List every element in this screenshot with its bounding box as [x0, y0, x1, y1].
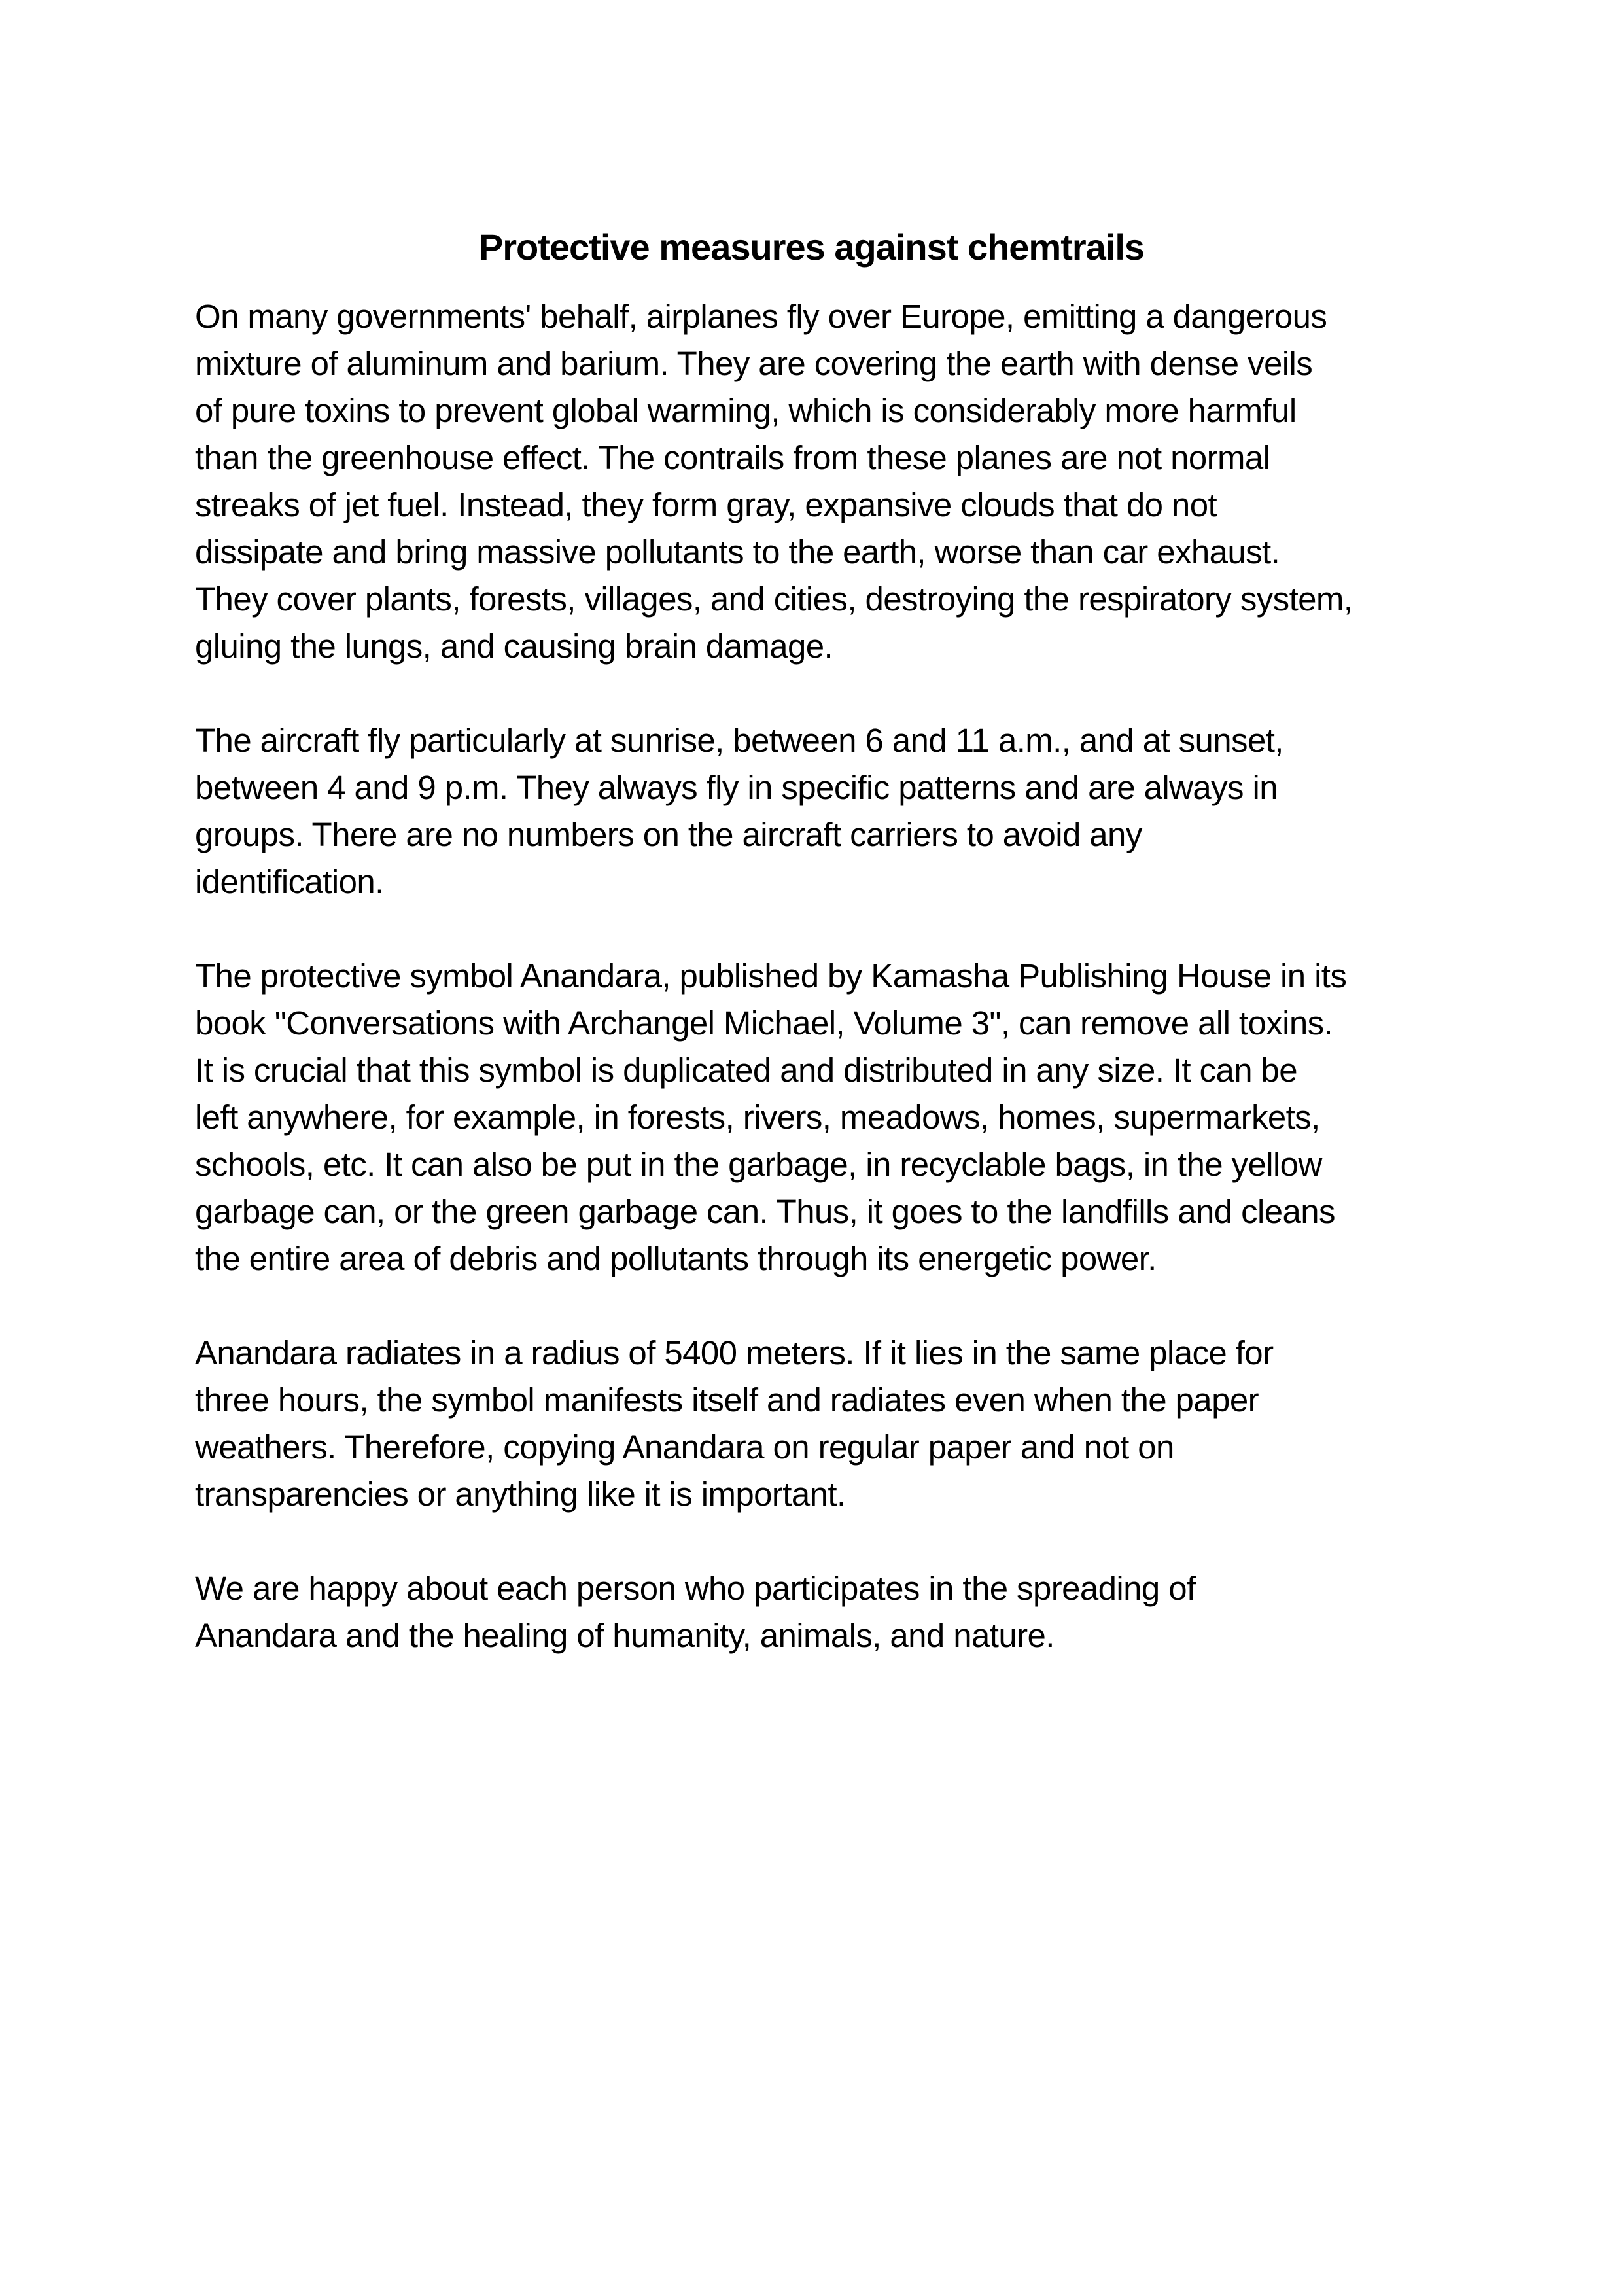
text-line: We are happy about each person who participates in the spreading of [195, 1570, 1196, 1607]
text-line: of pure toxins to prevent global warming, which is considerably more harmful [195, 392, 1297, 429]
paragraph-4 [195, 1330, 1477, 1518]
text-line: It is crucial that this symbol is duplicated and distributed in any size. It can be [195, 1051, 1298, 1089]
text-line: garbage can, or the green garbage can. Thus, it goes to the landfills and cleans [195, 1193, 1335, 1230]
text-line: schools, etc. It can also be put in the garbage, in recyclable bags, in the yellow [195, 1146, 1322, 1183]
document-title: Protective measures against chemtrails [478, 226, 1145, 268]
text-line: streaks of jet fuel. Instead, they form gray, expansive clouds that do not [195, 486, 1217, 523]
text-line: book "Conversations with Archangel Michael, Volume 3", can remove all toxins. [195, 1004, 1333, 1042]
paragraph-1 [195, 293, 1477, 670]
document-body [195, 293, 1477, 1706]
text-line: the entire area of debris and pollutants through its energetic power. [195, 1240, 1157, 1277]
text-line: between 4 and 9 p.m. They always fly in specific patterns and are always in [195, 769, 1278, 806]
text-line: mixture of aluminum and barium. They are covering the earth with dense veils [195, 345, 1313, 382]
text-line: identification. [195, 863, 384, 900]
text-line: The aircraft fly particularly at sunrise, between 6 and 11 a.m., and at sunset, [195, 722, 1283, 759]
text-line: Anandara and the healing of humanity, animals, and nature. [195, 1617, 1055, 1654]
text-line: On many governments' behalf, airplanes fly over Europe, emitting a dangerous [195, 298, 1327, 335]
text-line: groups. There are no numbers on the aircraft carriers to avoid any [195, 816, 1142, 853]
text-line: than the greenhouse effect. The contrails from these planes are not normal [195, 439, 1270, 476]
text-line: transparencies or anything like it is important. [195, 1475, 846, 1513]
text-line: dissipate and bring massive pollutants to the earth, worse than car exhaust. [195, 533, 1280, 571]
text-line: three hours, the symbol manifests itself and radiates even when the paper [195, 1381, 1259, 1419]
paragraph-3 [195, 953, 1477, 1282]
paragraph-2 [195, 717, 1477, 906]
text-line: The protective symbol Anandara, published by Kamasha Publishing House in its [195, 957, 1347, 995]
text-line: They cover plants, forests, villages, and cities, destroying the respiratory system, [195, 580, 1353, 618]
paragraph-5 [195, 1565, 1477, 1659]
text-line: Anandara radiates in a radius of 5400 meters. If it lies in the same place for [195, 1334, 1274, 1371]
text-line: weathers. Therefore, copying Anandara on regular paper and not on [195, 1428, 1174, 1466]
text-line: left anywhere, for example, in forests, rivers, meadows, homes, supermarkets, [195, 1099, 1320, 1136]
text-line: gluing the lungs, and causing brain damage. [195, 627, 833, 665]
